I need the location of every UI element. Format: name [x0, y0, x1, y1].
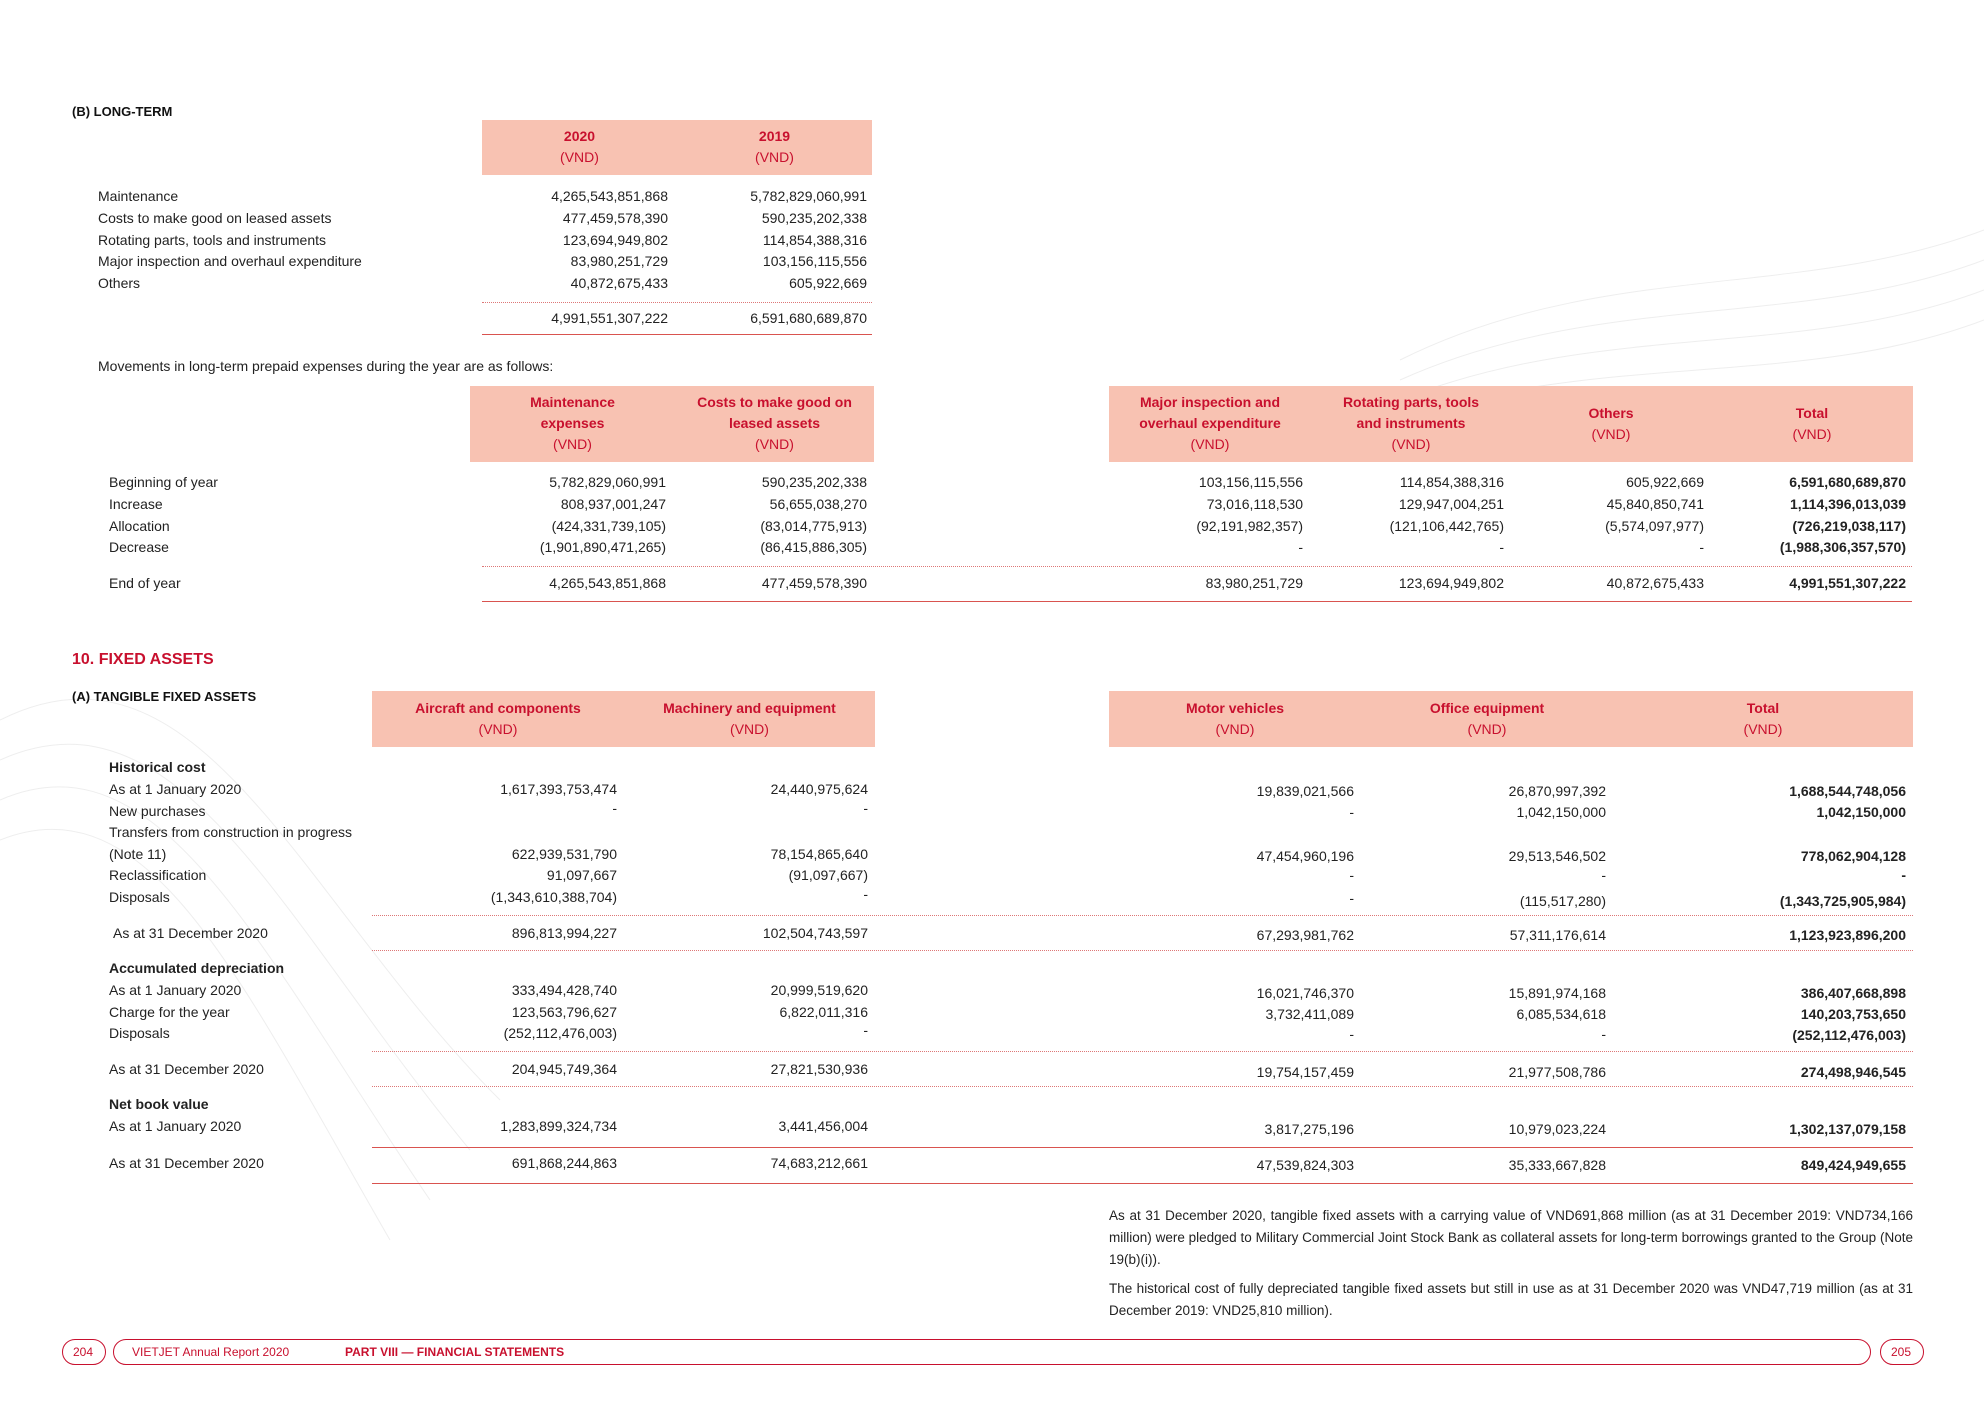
page-number-right: 205	[1890, 1345, 1912, 1359]
fa-col-machinery: Machinery and equipment (VND)	[663, 700, 836, 737]
divider	[482, 566, 1912, 567]
fa-cell: 691,868,244,863	[511, 1155, 617, 1171]
fa-cell-total: 1,042,150,000	[1816, 804, 1906, 820]
lt-row-label: Major inspection and overhaul expenditure	[98, 253, 362, 269]
mv-cell: (83,014,775,913)	[760, 518, 867, 534]
fa-row-label: As at 31 December 2020	[109, 1061, 264, 1077]
note-pledged-assets: As at 31 December 2020, tangible fixed assets with a carrying value of VND691,868 million (as at 31 December 2019: VND734,166 million) were pledged to Military Commercial Joint Stock Bank as collateral assets for long-term borrowings granted to the Group (Note 19(b)(i)).	[1109, 1208, 1913, 1267]
mv-col-major-inspection: Major inspection and overhaul expenditure (VND)	[1139, 394, 1281, 452]
fa-cell: 67,293,981,762	[1256, 927, 1354, 943]
part-title: PART VIII — FINANCIAL STATEMENTS	[345, 1345, 565, 1359]
fa-cell: -	[1349, 804, 1354, 820]
fa-cell: 123,563,796,627	[511, 1004, 617, 1020]
fa-cell: -	[1349, 867, 1354, 883]
fa-cell: -	[863, 800, 868, 816]
mv-cell: 123,694,949,802	[1398, 575, 1504, 591]
divider	[372, 1051, 1913, 1052]
fa-cell: -	[1601, 1026, 1606, 1042]
lt-cell: 4,265,543,851,868	[551, 188, 668, 204]
fa-cell: -	[1349, 890, 1354, 906]
fa-cell-total: 778,062,904,128	[1800, 848, 1906, 864]
lt-row-label: Rotating parts, tools and instruments	[98, 232, 327, 248]
lt-row-label: Others	[98, 275, 141, 291]
mv-row-label: Increase	[109, 496, 163, 512]
mv-cell: (5,574,097,977)	[1605, 518, 1704, 534]
mv-cell: (1,901,890,471,265)	[539, 539, 666, 555]
fa-row-label: Disposals	[109, 889, 170, 905]
mv-cell: 114,854,388,316	[1399, 474, 1504, 490]
mv-cell: (424,331,739,105)	[551, 518, 666, 534]
lt-row-label: Costs to make good on leased assets	[98, 210, 332, 226]
fa-cell-total: 1,123,923,896,200	[1789, 927, 1906, 943]
fa-cell: 35,333,667,828	[1508, 1157, 1606, 1173]
fa-cell: 1,283,899,324,734	[500, 1118, 617, 1134]
fa-cell-total: -	[1901, 867, 1906, 883]
lt-cell: 103,156,115,556	[762, 253, 867, 269]
fa-row-label: (Note 11)	[109, 846, 167, 862]
mv-cell: 56,655,038,270	[769, 496, 867, 512]
fa-cell: 29,513,546,502	[1508, 848, 1606, 864]
lt-cell: 605,922,669	[789, 275, 867, 291]
mv-cell-total: (726,219,038,117)	[1792, 518, 1906, 534]
fa-cell: 78,154,865,640	[770, 846, 868, 862]
divider	[372, 1147, 1913, 1148]
fa-group-label: Net book value	[109, 1096, 209, 1112]
mv-cell-total: (1,988,306,357,570)	[1779, 539, 1906, 555]
page-number-left: 204	[72, 1345, 94, 1359]
fa-row-label: As at 31 December 2020	[109, 1155, 264, 1171]
fa-cell: 21,977,508,786	[1508, 1064, 1606, 1080]
fa-cell: 91,097,667	[546, 867, 617, 883]
lt-col-2020: 2020 (VND)	[560, 128, 599, 165]
mv-row-label: End of year	[109, 575, 181, 591]
divider	[372, 915, 1913, 916]
mv-col-rotating: Rotating parts, tools and instruments (VND)	[1342, 394, 1480, 452]
fa-cell-total: 1,302,137,079,158	[1789, 1121, 1906, 1137]
fa-cell: 102,504,743,597	[762, 925, 868, 941]
divider	[372, 1086, 1913, 1087]
mv-cell: 73,016,118,530	[1206, 496, 1303, 512]
mv-cell: 4,265,543,851,868	[549, 575, 666, 591]
fa-cell: -	[863, 1022, 868, 1038]
mv-cell: 590,235,202,338	[761, 474, 867, 490]
mv-cell: 129,947,004,251	[1398, 496, 1504, 512]
mv-cell: 103,156,115,556	[1198, 474, 1303, 490]
fa-cell: 16,021,746,370	[1256, 985, 1354, 1001]
fa-cell-total: 274,498,946,545	[1800, 1064, 1906, 1080]
mv-col-others: Others (VND)	[1588, 405, 1634, 442]
fa-row-label: As at 1 January 2020	[109, 982, 242, 998]
fa-col-motor: Motor vehicles (VND)	[1185, 700, 1285, 737]
mv-cell: (121,106,442,765)	[1389, 518, 1504, 534]
fa-cell: 27,821,530,936	[770, 1061, 868, 1077]
fa-cell-total: (252,112,476,003)	[1792, 1027, 1906, 1043]
note-fully-depreciated: The historical cost of fully depreciated tangible fixed assets but still in use as at 31 December 2020 was VND47,719 million (as at 31 December 2019: VND25,810 million).	[1109, 1281, 1913, 1318]
mv-cell: (92,191,982,357)	[1196, 518, 1303, 534]
mv-cell-total: 6,591,680,689,870	[1789, 474, 1906, 490]
long-term-heading: (B) LONG-TERM	[72, 104, 173, 119]
fa-row-label: As at 1 January 2020	[109, 1118, 242, 1134]
fa-cell: 24,440,975,624	[770, 781, 868, 797]
mv-row-label: Allocation	[109, 518, 170, 534]
mv-cell: -	[1298, 539, 1303, 555]
divider	[482, 601, 1912, 602]
mv-cell: 808,937,001,247	[560, 496, 666, 512]
mv-col-maintenance: Maintenance expenses (VND)	[530, 394, 615, 452]
fa-row-label: Reclassification	[109, 867, 207, 883]
fa-col-office: Office equipment (VND)	[1429, 700, 1545, 737]
fa-cell: 19,839,021,566	[1256, 783, 1354, 799]
mv-row-label: Beginning of year	[109, 474, 218, 490]
fa-cell: 74,683,212,661	[770, 1155, 868, 1171]
lt-row-label: Maintenance	[98, 188, 179, 204]
fa-col-total: Total (VND)	[1743, 700, 1783, 737]
mv-cell: 45,840,850,741	[1606, 496, 1704, 512]
lt-cell: 5,782,829,060,991	[750, 188, 867, 204]
fa-cell: 26,870,997,392	[1508, 783, 1606, 799]
lt-total: 6,591,680,689,870	[750, 310, 867, 326]
mv-col-costs: Costs to make good on leased assets (VND)	[697, 394, 852, 452]
fa-cell: 204,945,749,364	[511, 1061, 617, 1077]
tangible-heading: (A) TANGIBLE FIXED ASSETS	[72, 689, 257, 704]
mv-cell: 5,782,829,060,991	[549, 474, 666, 490]
fa-cell: 6,085,534,618	[1516, 1006, 1606, 1022]
fa-cell: -	[1601, 867, 1606, 883]
fa-group-label: Historical cost	[109, 759, 206, 775]
fa-row-label: Charge for the year	[109, 1004, 230, 1020]
lt-cell: 590,235,202,338	[761, 210, 867, 226]
divider	[372, 1183, 1913, 1184]
fa-col-aircraft: Aircraft and components (VND)	[415, 700, 581, 737]
fixed-assets-heading: 10. FIXED ASSETS	[72, 651, 214, 668]
fa-cell: 3,732,411,089	[1265, 1006, 1354, 1022]
divider	[372, 950, 1913, 951]
lt-cell: 114,854,388,316	[762, 232, 867, 248]
fa-cell-total: (1,343,725,905,984)	[1779, 893, 1906, 909]
fa-cell: (115,517,280)	[1519, 893, 1606, 909]
lt-cell: 123,694,949,802	[562, 232, 668, 248]
divider	[482, 302, 872, 303]
fa-cell: 10,979,023,224	[1508, 1121, 1606, 1137]
fa-cell: -	[612, 800, 617, 816]
fa-cell: 1,042,150,000	[1516, 804, 1606, 820]
fa-group-label: Accumulated depreciation	[109, 960, 285, 976]
fa-row-label: New purchases	[109, 803, 206, 819]
fa-cell: 19,754,157,459	[1256, 1064, 1354, 1080]
fa-cell: 3,817,275,196	[1264, 1121, 1354, 1137]
mv-col-total: Total (VND)	[1792, 405, 1832, 442]
fa-cell-total: 849,424,949,655	[1800, 1157, 1906, 1173]
mv-cell: (86,415,886,305)	[760, 539, 867, 555]
fa-row-label: As at 1 January 2020	[109, 781, 242, 797]
divider	[482, 334, 872, 335]
fa-cell: 333,494,428,740	[511, 982, 617, 998]
fa-cell: 47,454,960,196	[1256, 848, 1354, 864]
fa-cell: 622,939,531,790	[511, 846, 617, 862]
mv-cell: 40,872,675,433	[1606, 575, 1704, 591]
fa-cell: 20,999,519,620	[770, 982, 868, 998]
fa-cell: -	[1349, 1026, 1354, 1042]
fa-cell: 15,891,974,168	[1508, 985, 1606, 1001]
mv-cell-total: 4,991,551,307,222	[1789, 575, 1906, 591]
fa-cell: (91,097,667)	[788, 867, 868, 883]
mv-row-label: Decrease	[109, 539, 169, 555]
fa-cell: 3,441,456,004	[778, 1118, 868, 1134]
report-title: VIETJET Annual Report 2020	[132, 1345, 290, 1359]
mv-cell: -	[1699, 539, 1704, 555]
fa-cell: -	[863, 886, 868, 902]
fa-cell: 1,617,393,753,474	[500, 781, 617, 797]
lt-total: 4,991,551,307,222	[551, 310, 668, 326]
fa-row-label: Transfers from construction in progress	[109, 824, 353, 840]
fa-row-label: Disposals	[109, 1025, 170, 1041]
fa-cell-total: 140,203,753,650	[1800, 1006, 1906, 1022]
fa-cell: (1,343,610,388,704)	[490, 889, 617, 905]
mv-cell: 605,922,669	[1626, 474, 1704, 490]
mv-cell: 477,459,578,390	[761, 575, 867, 591]
fa-cell: 6,822,011,316	[779, 1004, 868, 1020]
lt-cell: 83,980,251,729	[570, 253, 668, 269]
fa-cell: (252,112,476,003)	[503, 1025, 617, 1041]
fa-cell: 57,311,176,614	[1509, 927, 1606, 943]
mv-cell: 83,980,251,729	[1205, 575, 1303, 591]
fa-row-label: As at 31 December 2020	[113, 925, 268, 941]
fa-cell-total: 1,688,544,748,056	[1789, 783, 1906, 799]
lt-col-2019: 2019 (VND)	[755, 128, 794, 165]
fa-cell-total: 386,407,668,898	[1800, 985, 1906, 1001]
lt-cell: 40,872,675,433	[570, 275, 668, 291]
movements-intro: Movements in long-term prepaid expenses during the year are as follows:	[98, 358, 554, 374]
lt-cell: 477,459,578,390	[562, 210, 668, 226]
mv-cell: -	[1499, 539, 1504, 555]
fa-cell: 47,539,824,303	[1256, 1157, 1354, 1173]
mv-cell-total: 1,114,396,013,039	[1789, 496, 1906, 512]
fa-cell: 896,813,994,227	[511, 925, 617, 941]
